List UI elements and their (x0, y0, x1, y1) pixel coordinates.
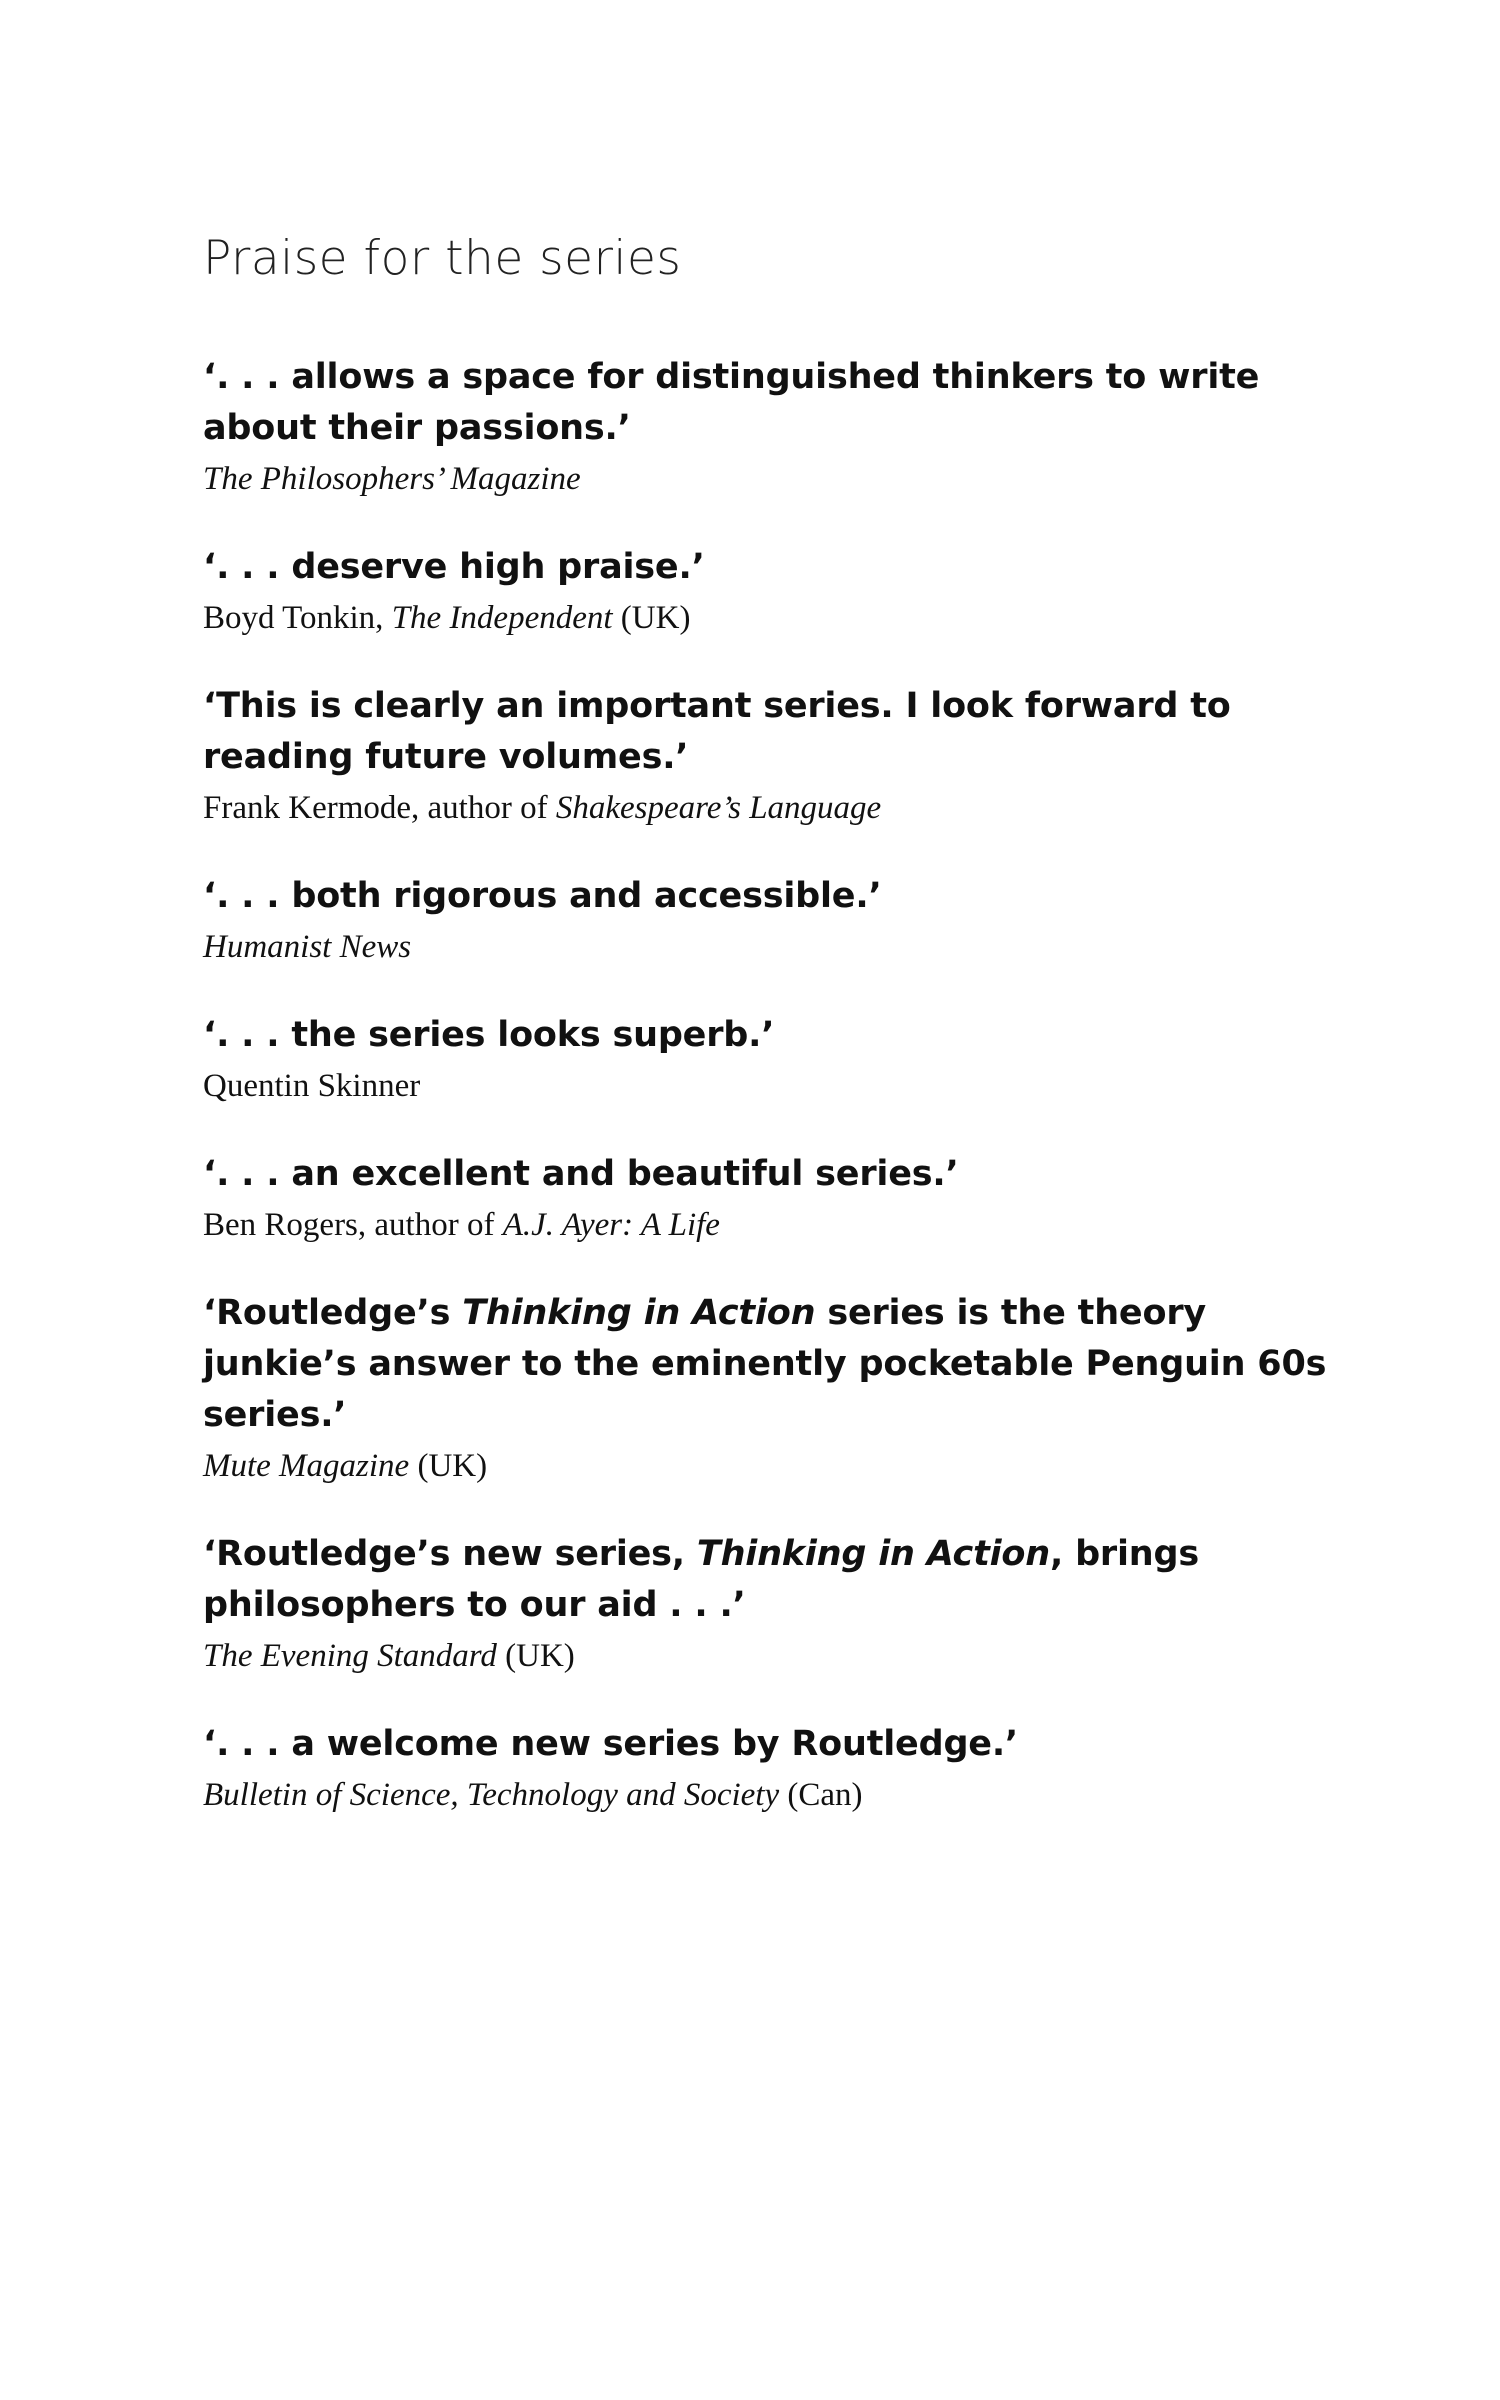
praise-entry-3 (203, 681, 1343, 831)
praise-entry-1 (203, 352, 1343, 502)
praise-quote: ‘This is clearly an important series. I look forward to reading future volumes.’ (203, 686, 1231, 778)
source-region: (UK) (496, 1638, 575, 1675)
source-author: Boyd Tonkin, (203, 600, 392, 637)
praise-source (203, 1772, 1343, 1818)
page-title: Praise for the series (203, 231, 682, 286)
praise-source (203, 924, 1343, 970)
praise-entry-4 (203, 871, 1343, 970)
source-book-title: A.J. Ayer: A Life (502, 1207, 720, 1244)
praise-page (203, 232, 1343, 1858)
source-author: Frank Kermode, author of (203, 790, 556, 827)
praise-entry-2 (203, 542, 1343, 641)
praise-source (203, 595, 1343, 641)
quote-part: ‘Routledge’s new series, (203, 1534, 697, 1575)
praise-entry-9 (203, 1719, 1343, 1818)
praise-quote: ‘. . . both rigorous and accessible.’ (203, 876, 882, 917)
source-publication: The Independent (391, 600, 613, 637)
praise-source (203, 1633, 1343, 1679)
praise-source (203, 1202, 1343, 1248)
praise-quote: ‘. . . the series looks superb.’ (203, 1015, 775, 1056)
praise-quote (203, 1529, 1343, 1631)
source-author: Quentin Skinner (203, 1068, 421, 1105)
praise-quote: ‘. . . deserve high praise.’ (203, 547, 705, 588)
source-region: (UK) (612, 600, 691, 637)
source-book-title: Shakespeare’s Language (555, 790, 882, 827)
quote-part: ‘Routledge’s (203, 1293, 463, 1334)
source-publication: Humanist News (203, 929, 412, 966)
praise-source (203, 1063, 1343, 1109)
praise-quote: ‘. . . allows a space for distinguished thinkers to write about their passions.’ (203, 357, 1260, 449)
praise-source (203, 456, 1343, 502)
praise-quote: ‘. . . a welcome new series by Routledge.’ (203, 1724, 1019, 1765)
source-publication: Bulletin of Science, Technology and Society (203, 1777, 780, 1814)
praise-entry-8 (203, 1529, 1343, 1679)
praise-entry-6 (203, 1149, 1343, 1248)
praise-quote (203, 1288, 1343, 1441)
source-region: (Can) (779, 1777, 863, 1814)
praise-entry-7 (203, 1288, 1343, 1489)
source-author: Ben Rogers, author of (203, 1207, 503, 1244)
praise-quote: ‘. . . an excellent and beautiful series.’ (203, 1154, 959, 1195)
praise-source (203, 1443, 1343, 1489)
source-publication: Mute Magazine (203, 1448, 410, 1485)
quote-part: series is the theory junkie’s answer to the eminently pocketable Penguin 60s series.’ (203, 1293, 1327, 1436)
quote-part: , brings philosophers to our aid . . .’ (203, 1534, 1199, 1626)
source-publication: The Evening Standard (203, 1638, 497, 1675)
quote-series-title: Thinking in Action (696, 1534, 1050, 1575)
praise-entry-5 (203, 1010, 1343, 1109)
source-region: (UK) (409, 1448, 488, 1485)
quote-series-title: Thinking in Action (462, 1293, 816, 1334)
praise-source (203, 785, 1343, 831)
source-publication: The Philosophers’ Magazine (203, 461, 581, 498)
